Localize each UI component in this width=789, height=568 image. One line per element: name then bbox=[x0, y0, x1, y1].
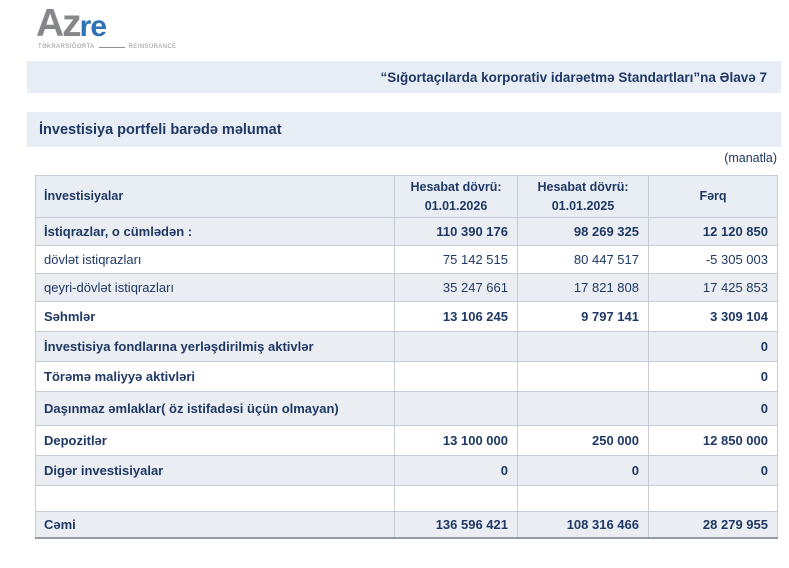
table-row-deposits bbox=[36, 426, 778, 456]
row-label-cell: Törəmə maliyyə aktivləri bbox=[36, 362, 395, 392]
value-2026-cell: 13 106 245 bbox=[395, 302, 518, 332]
column-header-investments: İnvestisiyalar bbox=[36, 176, 395, 218]
annex-header-bar bbox=[27, 61, 781, 93]
row-label-cell: dövlət istiqrazları bbox=[36, 246, 395, 274]
difference-cell: 0 bbox=[649, 362, 778, 392]
row-label-cell: İstiqrazlar, o cümlədən : bbox=[36, 218, 395, 246]
row-label-cell: İnvestisiya fondlarına yerləşdirilmiş aktivlər bbox=[36, 332, 395, 362]
value-2025-cell: 250 000 bbox=[518, 426, 649, 456]
value-2026-cell: 13 100 000 bbox=[395, 426, 518, 456]
column-header-difference: Fərq bbox=[649, 176, 778, 218]
value-2026-cell: 0 bbox=[395, 456, 518, 486]
value-2026-cell: 75 142 515 bbox=[395, 246, 518, 274]
value-2025-cell: 98 269 325 bbox=[518, 218, 649, 246]
tagline-divider-line bbox=[99, 47, 125, 48]
difference-cell: 12 120 850 bbox=[649, 218, 778, 246]
azre-logo bbox=[36, 4, 177, 50]
value-2025-cell bbox=[518, 392, 649, 426]
value-2025-cell: 108 316 466 bbox=[518, 512, 649, 538]
difference-cell: 17 425 853 bbox=[649, 274, 778, 302]
row-label-cell: Cəmi bbox=[36, 512, 395, 538]
value-2025-cell bbox=[518, 332, 649, 362]
table-row-other-investments bbox=[36, 456, 778, 486]
logo-tagline bbox=[38, 44, 177, 50]
row-label-cell: Səhmlər bbox=[36, 302, 395, 332]
value-2026-cell bbox=[395, 332, 518, 362]
unit-note: (manatla) bbox=[724, 151, 777, 165]
column-header-period-2025: Hesabat dövrü: 01.01.2025 bbox=[518, 176, 649, 218]
logo-tagline-left: TƏKRARSIĞORTA bbox=[38, 44, 95, 50]
row-label-cell: qeyri-dövlət istiqrazları bbox=[36, 274, 395, 302]
logo-wordmark bbox=[36, 4, 177, 43]
value-2026-cell: 136 596 421 bbox=[395, 512, 518, 538]
difference-cell: 0 bbox=[649, 332, 778, 362]
table-row-investment-funds bbox=[36, 332, 778, 362]
value-2025-cell bbox=[518, 362, 649, 392]
value-2025-cell: 0 bbox=[518, 456, 649, 486]
value-2025-cell: 80 447 517 bbox=[518, 246, 649, 274]
table-row-government-bonds bbox=[36, 246, 778, 274]
table-header-row bbox=[36, 176, 778, 218]
table-row-empty bbox=[36, 486, 778, 512]
difference-cell: 3 309 104 bbox=[649, 302, 778, 332]
difference-cell: 28 279 955 bbox=[649, 512, 778, 538]
investment-portfolio-table bbox=[35, 175, 778, 539]
table-row-real-estate bbox=[36, 392, 778, 426]
value-2026-cell: 35 247 661 bbox=[395, 274, 518, 302]
difference-cell bbox=[649, 486, 778, 512]
value-2025-cell bbox=[518, 486, 649, 512]
row-label-cell: Depozitlər bbox=[36, 426, 395, 456]
difference-cell: 0 bbox=[649, 392, 778, 426]
value-2026-cell bbox=[395, 486, 518, 512]
row-label-cell: Daşınmaz əmlaklar( öz istifadəsi üçün olmayan) bbox=[36, 392, 395, 426]
section-title-bar bbox=[27, 112, 781, 147]
value-2026-cell bbox=[395, 392, 518, 426]
section-title: İnvestisiya portfeli barədə məlumat bbox=[39, 121, 282, 138]
table-row-bonds bbox=[36, 218, 778, 246]
difference-cell: 12 850 000 bbox=[649, 426, 778, 456]
value-2025-cell: 9 797 141 bbox=[518, 302, 649, 332]
table-row-shares bbox=[36, 302, 778, 332]
value-2026-cell bbox=[395, 362, 518, 392]
row-label-cell bbox=[36, 486, 395, 512]
annex-note-text: “Sığortaçılarda korporativ idarəetmə Standartları”na Əlavə 7 bbox=[380, 69, 767, 85]
difference-cell: 0 bbox=[649, 456, 778, 486]
value-2025-cell: 17 821 808 bbox=[518, 274, 649, 302]
column-header-period-2026: Hesabat dövrü: 01.01.2026 bbox=[395, 176, 518, 218]
value-2026-cell: 110 390 176 bbox=[395, 218, 518, 246]
table-row-total bbox=[36, 512, 778, 538]
logo-az-part: Az bbox=[36, 2, 80, 45]
table-row-derivative-assets bbox=[36, 362, 778, 392]
row-label-cell: Digər investisiyalar bbox=[36, 456, 395, 486]
logo-re-part: re bbox=[79, 10, 107, 43]
difference-cell: -5 305 003 bbox=[649, 246, 778, 274]
logo-tagline-right: REINSURANCE bbox=[128, 44, 177, 50]
table-row-nongovernment-bonds bbox=[36, 274, 778, 302]
